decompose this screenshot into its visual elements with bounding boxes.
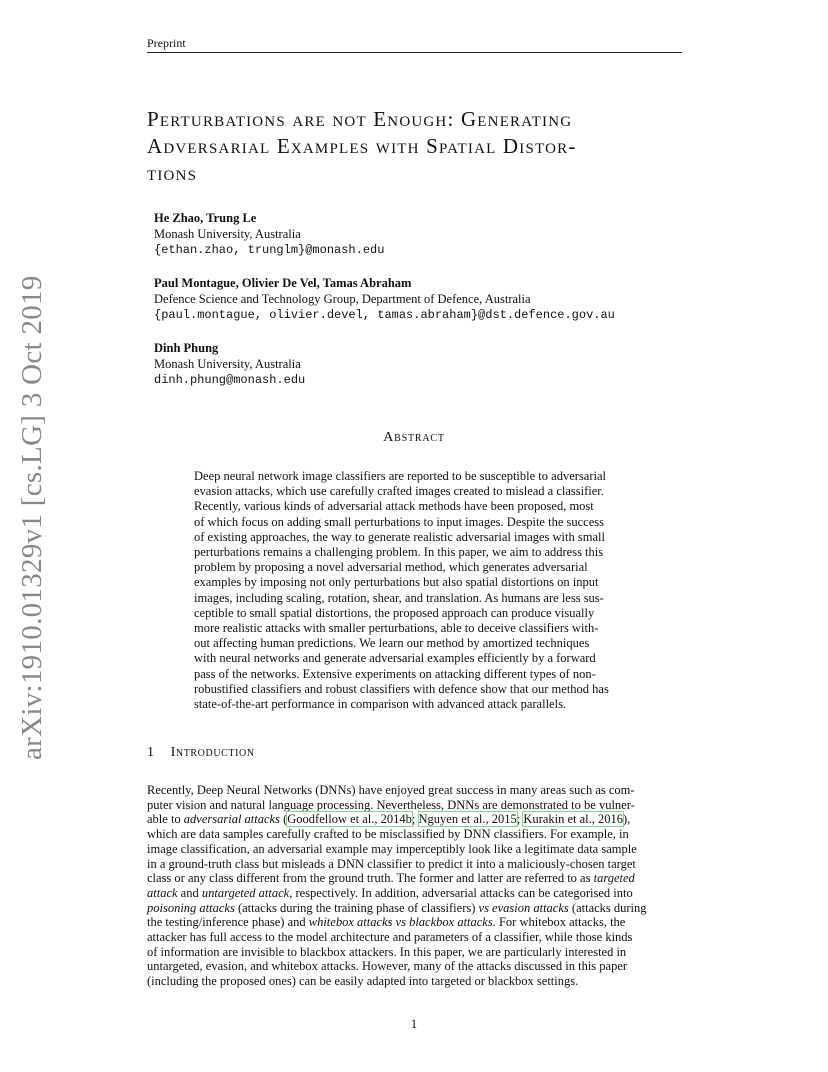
emphasis: whitebox attacks vs blackbox attacks: [308, 915, 493, 930]
body-line: Recently, Deep Neural Networks (DNNs) have enjoyed great success in many areas such as com-: [147, 783, 635, 797]
author-email: dinh.phung@monash.edu: [154, 373, 306, 387]
body-line: of information are invisible to blackbox attackers. In this paper, we are particularly interested in: [147, 944, 627, 959]
text-run: the testing/inference phase) and: [147, 915, 309, 930]
title-line: Adversarial Examples with Spatial Distor-: [147, 134, 577, 158]
text-run: able to: [147, 812, 184, 827]
emphasis: poisoning attacks: [147, 900, 235, 915]
emphasis: untargeted attack: [201, 885, 290, 900]
abstract-line: out affecting human predictions. We learn our method by amortized techniques: [194, 636, 590, 651]
author-names: Paul Montague, Olivier De Vel, Tamas Abraham: [154, 276, 412, 290]
author-group: [154, 210, 714, 258]
author-group: [154, 340, 714, 388]
body-line: (including the proposed ones) can be easily adapted into targeted or blackbox settings.: [147, 974, 579, 989]
body-line: untargeted, evasion, and whitebox attacks. However, many of the attacks discussed in this paper: [147, 959, 628, 974]
abstract-line: Deep neural network image classifiers are reported to be susceptible to adversarial: [194, 469, 606, 483]
abstract-line: state-of-the-art performance in comparison with advanced attack parallels.: [194, 697, 567, 712]
title-line: tions: [147, 161, 198, 185]
abstract-line: evasion attacks, which use carefully crafted images created to mislead a classifier.: [194, 484, 604, 499]
abstract-line: with neural networks and generate adversarial examples efficiently by a forward: [194, 651, 596, 666]
author-affiliation: Monash University, Australia: [154, 227, 301, 241]
body-line: [147, 901, 687, 916]
author-email: {ethan.zhao, trunglm}@monash.edu: [154, 243, 385, 257]
paper-title: [147, 106, 687, 187]
body-line: [147, 886, 687, 901]
running-header: Preprint: [147, 36, 186, 50]
abstract-line: more realistic attacks with smaller perturbations, able to deceive classifiers with-: [194, 621, 599, 636]
citation-link[interactable]: Nguyen et al., 2015: [418, 812, 517, 827]
emphasis: vs evasion attacks: [478, 900, 569, 915]
text-run: (attacks during the training phase of classifiers): [234, 900, 479, 915]
abstract-heading: Abstract: [383, 430, 445, 445]
section-number: 1: [147, 745, 155, 760]
citation-link[interactable]: Kurakin et al., 2016: [523, 812, 624, 827]
body-line: [147, 812, 687, 827]
body-line: [147, 871, 687, 886]
abstract-line: ceptible to small spatial distortions, the proposed approach can produce visually: [194, 605, 595, 620]
arxiv-sidebar-stamp: arXiv:1910.01329v1 [cs.LG] 3 Oct 2019: [16, 275, 48, 760]
body-line: image classification, an adversarial example may imperceptibly look like a legitimate data sample: [147, 841, 637, 856]
section-title: Introduction: [170, 745, 255, 760]
text-run: (attacks during: [568, 900, 647, 915]
author-names: He Zhao, Trung Le: [154, 211, 257, 225]
abstract-line: perturbations remains a challenging problem. In this paper, we aim to address this: [194, 545, 604, 560]
citation-link[interactable]: Goodfellow et al., 2014b: [287, 812, 412, 827]
abstract-line: pass of the networks. Extensive experiments on attacking different types of non-: [194, 666, 596, 681]
body-line: attacker has full access to the model architecture and parameters of a classifier, while those kinds: [147, 930, 633, 945]
abstract-line: of existing approaches, the way to generate realistic adversarial images with small: [194, 529, 605, 544]
author-group: [154, 275, 714, 323]
emphasis: targeted: [593, 871, 635, 886]
abstract-line: examples by imposing not only perturbations but also spatial distortions on input: [194, 575, 599, 590]
introduction-body: [147, 783, 687, 989]
abstract-body: [194, 469, 634, 712]
author-affiliation: Monash University, Australia: [154, 357, 301, 371]
abstract-line: Recently, various kinds of adversarial attack methods have been proposed, most: [194, 499, 594, 514]
author-email: {paul.montague, olivier.devel, tamas.abraham}@dst.defence.gov.au: [154, 308, 615, 322]
author-names: Dinh Phung: [154, 341, 219, 355]
body-line: [147, 915, 687, 930]
emphasis: attack: [147, 885, 178, 900]
header-rule: [147, 52, 682, 53]
abstract-line: of which focus on adding small perturbations to input images. Despite the success: [194, 514, 604, 529]
section-heading: [147, 745, 255, 761]
text-run: , respectively. In addition, adversarial attacks can be categorised into: [289, 885, 633, 900]
author-affiliation: Defence Science and Technology Group, Department of Defence, Australia: [154, 292, 531, 306]
abstract-line: images, including scaling, rotation, shear, and translation. As humans are less sus-: [194, 590, 604, 605]
text-run: . For whitebox attacks, the: [492, 915, 626, 930]
text-run: ;: [411, 812, 419, 827]
text-run: class or any class different from the ground truth. The former and latter are referred to as: [147, 871, 594, 886]
text-run: ),: [623, 812, 631, 827]
abstract-line: robustified classifiers and robust classifiers with defence show that our method has: [194, 681, 609, 696]
text-run: (: [279, 812, 288, 827]
body-line: in a ground-truth class but misleads a DNN classifier to predict it into a maliciously-chosen target: [147, 856, 636, 871]
text-run: ;: [516, 812, 524, 827]
emphasis: adversarial attacks: [183, 812, 280, 827]
body-line: puter vision and natural language processing. Nevertheless, DNNs are demonstrated to be vulner-: [147, 797, 635, 812]
author-block: [154, 210, 714, 405]
body-line: which are data samples carefully crafted to be misclassified by DNN classifiers. For example, in: [147, 827, 629, 842]
title-line: Perturbations are not Enough: Generating: [147, 107, 573, 131]
text-run: and: [177, 885, 202, 900]
abstract-line: problem by proposing a novel adversarial method, which generates adversarial: [194, 560, 588, 575]
page-number: 1: [410, 1017, 418, 1031]
